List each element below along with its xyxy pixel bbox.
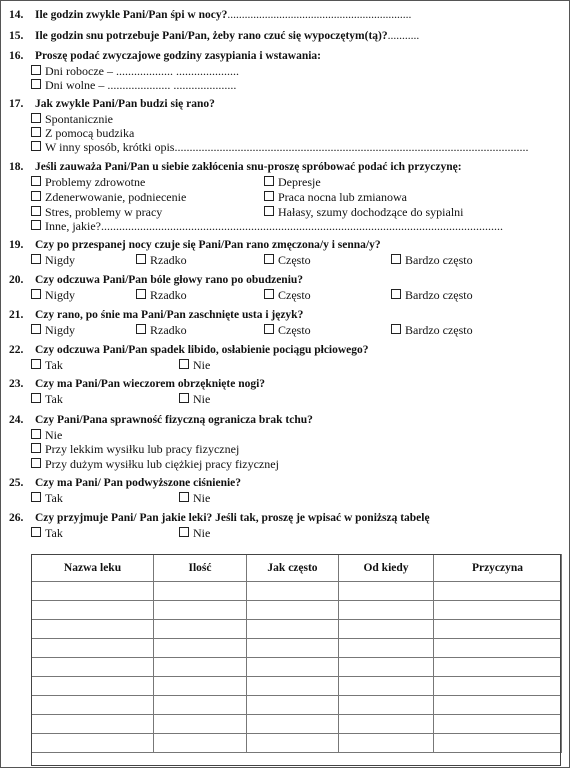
option-no[interactable]: Nie <box>179 358 210 373</box>
table-row <box>32 601 562 620</box>
option-rarely[interactable]: Rzadko <box>136 323 187 338</box>
table-cell[interactable] <box>154 582 247 601</box>
option-other-way[interactable]: W inny sposób, krótki opis...................................................................................................................... <box>31 140 528 155</box>
table-cell[interactable] <box>247 601 339 620</box>
table-row <box>32 658 562 677</box>
table-cell[interactable] <box>434 715 562 734</box>
table-cell[interactable] <box>32 582 154 601</box>
table-cell[interactable] <box>247 639 339 658</box>
question-17: 17. Jak zwykle Pani/Pan budzi się rano? <box>9 98 215 110</box>
checkbox[interactable] <box>136 289 146 299</box>
question-23: 23. Czy ma Pani/Pan wieczorem obrzęknięte nogi? <box>9 378 266 390</box>
table-cell[interactable] <box>434 658 562 677</box>
table-cell[interactable] <box>247 620 339 639</box>
checkbox[interactable] <box>31 443 41 453</box>
table-cell[interactable] <box>339 658 434 677</box>
checkbox[interactable] <box>179 492 189 502</box>
option-very-often[interactable]: Bardzo często <box>391 253 473 268</box>
table-cell[interactable] <box>434 601 562 620</box>
question-26: 26. Czy przyjmuje Pani/ Pan jakie leki? Jeśli tak, proszę je wpisać w poniższą tabelę <box>9 512 430 524</box>
option-no[interactable]: Nie <box>179 491 210 506</box>
option-never[interactable]: Nigdy <box>31 288 75 303</box>
table-cell[interactable] <box>339 582 434 601</box>
checkbox[interactable] <box>31 458 41 468</box>
table-cell[interactable] <box>339 639 434 658</box>
checkbox[interactable] <box>31 176 41 186</box>
table-cell[interactable] <box>32 734 154 753</box>
checkbox[interactable] <box>31 127 41 137</box>
question-14: 14. Ile godzin zwykle Pani/Pan śpi w nocy?................................................................ <box>9 9 412 21</box>
table-cell[interactable] <box>32 620 154 639</box>
question-20: 20. Czy odczuwa Pani/Pan bóle głowy rano po obudzeniu? <box>9 274 304 286</box>
question-16: 16. Proszę podać zwyczajowe godziny zasypiania i wstawania: <box>9 50 321 62</box>
table-cell[interactable] <box>32 639 154 658</box>
checkbox[interactable] <box>31 191 41 201</box>
checkbox[interactable] <box>31 324 41 334</box>
checkbox[interactable] <box>31 79 41 89</box>
option-no-breathlessness[interactable]: Nie <box>31 428 62 443</box>
checkbox[interactable] <box>264 289 274 299</box>
table-row <box>32 715 562 734</box>
question-21: 21. Czy rano, po śnie ma Pani/Pan zaschnięte usta i język? <box>9 309 304 321</box>
option-other-causes[interactable]: Inne, jakie?...................................................................................................................................... <box>31 219 503 234</box>
option-no[interactable]: Nie <box>179 392 210 407</box>
table-cell[interactable] <box>32 677 154 696</box>
table-cell[interactable] <box>434 582 562 601</box>
option-spontaneous[interactable]: Spontanicznie <box>31 112 113 127</box>
table-row <box>32 696 562 715</box>
option-yes[interactable]: Tak <box>31 526 63 541</box>
table-row <box>32 734 562 753</box>
question-25: 25. Czy ma Pani/ Pan podwyższone ciśnienie? <box>9 477 242 489</box>
table-cell[interactable] <box>154 620 247 639</box>
question-15: 15. Ile godzin snu potrzebuje Pani/Pan, żeby rano czuć się wypoczętym(tą)?........... <box>9 30 420 42</box>
option-noise[interactable]: Hałasy, szumy dochodzące do sypialni <box>264 205 464 220</box>
option-no[interactable]: Nie <box>179 526 210 541</box>
table-cell[interactable] <box>434 734 562 753</box>
checkbox[interactable] <box>264 206 274 216</box>
checkbox[interactable] <box>264 324 274 334</box>
option-rarely[interactable]: Rzadko <box>136 253 187 268</box>
option-yes[interactable]: Tak <box>31 392 63 407</box>
option-never[interactable]: Nigdy <box>31 323 75 338</box>
table-cell[interactable] <box>247 582 339 601</box>
checkbox[interactable] <box>391 289 401 299</box>
table-cell[interactable] <box>247 658 339 677</box>
checkbox[interactable] <box>31 359 41 369</box>
checkbox[interactable] <box>391 254 401 264</box>
question-19: 19. Czy po przespanej nocy czuje się Pani/Pan rano zmęczona/y i senna/y? <box>9 239 381 251</box>
checkbox[interactable] <box>31 113 41 123</box>
checkbox[interactable] <box>264 254 274 264</box>
table-cell[interactable] <box>247 715 339 734</box>
checkbox[interactable] <box>31 65 41 75</box>
checkbox[interactable] <box>31 220 41 230</box>
table-cell[interactable] <box>154 658 247 677</box>
checkbox[interactable] <box>31 141 41 151</box>
question-22: 22. Czy odczuwa Pani/Pan spadek libido, osłabienie pociągu płciowego? <box>9 344 369 356</box>
table-cell[interactable] <box>154 601 247 620</box>
table-cell[interactable] <box>154 677 247 696</box>
checkbox[interactable] <box>136 324 146 334</box>
option-yes[interactable]: Tak <box>31 491 63 506</box>
table-cell[interactable] <box>247 696 339 715</box>
checkbox[interactable] <box>31 206 41 216</box>
table-cell[interactable] <box>434 677 562 696</box>
option-health-problems[interactable]: Problemy zdrowotne <box>31 175 145 190</box>
option-very-often[interactable]: Bardzo często <box>391 288 473 303</box>
option-nervousness[interactable]: Zdenerwowanie, podniecenie <box>31 190 186 205</box>
table-cell[interactable] <box>339 734 434 753</box>
option-workdays[interactable]: Dni robocze – ................... ..................... <box>31 64 239 79</box>
table-cell[interactable] <box>434 620 562 639</box>
option-often[interactable]: Często <box>264 323 311 338</box>
question-24: 24. Czy Pani/Pana sprawność fizyczną ogranicza brak tchu? <box>9 414 313 426</box>
table-cell[interactable] <box>339 715 434 734</box>
table-cell[interactable] <box>32 601 154 620</box>
table-cell[interactable] <box>154 639 247 658</box>
checkbox[interactable] <box>391 324 401 334</box>
table-cell[interactable] <box>247 677 339 696</box>
checkbox[interactable] <box>31 393 41 403</box>
option-night-shift-work[interactable]: Praca nocna lub zmianowa <box>264 190 407 205</box>
table-cell[interactable] <box>32 696 154 715</box>
table-cell[interactable] <box>154 696 247 715</box>
option-light-effort[interactable]: Przy lekkim wysiłku lub pracy fizycznej <box>31 442 239 457</box>
table-cell[interactable] <box>32 658 154 677</box>
checkbox[interactable] <box>179 359 189 369</box>
checkbox[interactable] <box>264 191 274 201</box>
table-cell[interactable] <box>247 734 339 753</box>
col-header-amount: Ilość <box>154 555 247 582</box>
table-cell[interactable] <box>32 715 154 734</box>
checkbox[interactable] <box>31 254 41 264</box>
option-often[interactable]: Często <box>264 253 311 268</box>
option-heavy-effort[interactable]: Przy dużym wysiłku lub ciężkiej pracy fizycznej <box>31 457 279 472</box>
table-cell[interactable] <box>154 734 247 753</box>
table-row <box>32 582 562 601</box>
option-days-off[interactable]: Dni wolne – ..................... ..................... <box>31 78 236 93</box>
table-row <box>32 677 562 696</box>
checkbox[interactable] <box>136 254 146 264</box>
option-often[interactable]: Często <box>264 288 311 303</box>
option-stress[interactable]: Stres, problemy w pracy <box>31 205 162 220</box>
table-cell[interactable] <box>434 639 562 658</box>
col-header-frequency: Jak często <box>247 555 339 582</box>
checkbox[interactable] <box>264 176 274 186</box>
checkbox[interactable] <box>31 492 41 502</box>
table-cell[interactable] <box>434 696 562 715</box>
checkbox[interactable] <box>179 393 189 403</box>
table-cell[interactable] <box>339 696 434 715</box>
table-cell[interactable] <box>154 715 247 734</box>
checkbox[interactable] <box>31 429 41 439</box>
table-cell[interactable] <box>339 677 434 696</box>
option-rarely[interactable]: Rzadko <box>136 288 187 303</box>
table-header-row <box>32 555 562 582</box>
question-18: 18. Jeśli zauważa Pani/Pan u siebie zakłócenia snu-proszę spróbować podać ich przyczynę: <box>9 161 462 173</box>
col-header-reason: Przyczyna <box>434 555 562 582</box>
table-row <box>32 620 562 639</box>
checkbox[interactable] <box>179 527 189 537</box>
option-very-often[interactable]: Bardzo często <box>391 323 473 338</box>
option-depression[interactable]: Depresje <box>264 175 321 190</box>
col-header-drug-name: Nazwa leku <box>32 555 154 582</box>
option-alarm-clock[interactable]: Z pomocą budzika <box>31 126 134 141</box>
table-cell[interactable] <box>339 620 434 639</box>
option-yes[interactable]: Tak <box>31 358 63 373</box>
checkbox[interactable] <box>31 289 41 299</box>
table-row <box>32 639 562 658</box>
medication-table <box>31 554 562 753</box>
option-never[interactable]: Nigdy <box>31 253 75 268</box>
col-header-since-when: Od kiedy <box>339 555 434 582</box>
checkbox[interactable] <box>31 527 41 537</box>
table-cell[interactable] <box>339 601 434 620</box>
